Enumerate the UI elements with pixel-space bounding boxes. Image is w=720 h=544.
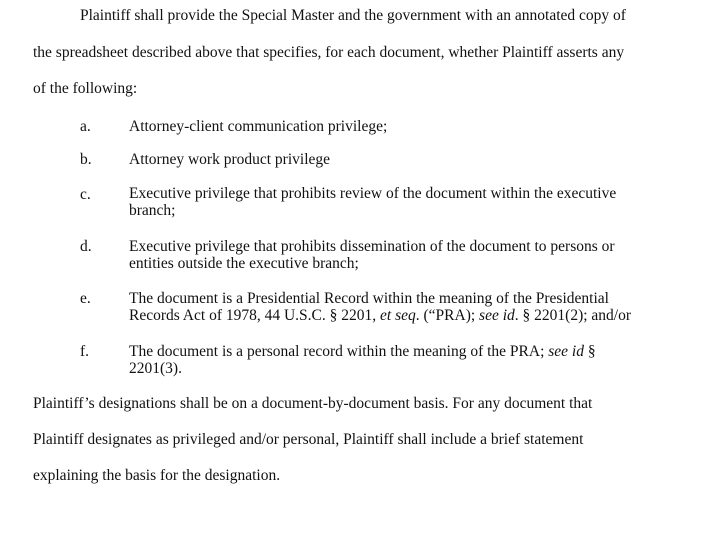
item-f-citation-see-id: see id	[548, 343, 584, 360]
item-c-line-1: Executive privilege that prohibits review of the document within the executive	[129, 185, 617, 202]
item-a-text: Attorney-client communication privilege;	[129, 118, 388, 135]
item-b-text: Attorney work product privilege	[129, 151, 331, 168]
item-e-line-2-part-a: Records Act of 1978, 44 U.S.C. § 2201,	[129, 307, 381, 324]
closing-line-1: Plaintiff’s designations shall be on a document-by-document basis. For any document that	[33, 395, 593, 412]
item-e-text	[129, 290, 669, 324]
item-a-letter: a.	[80, 118, 91, 135]
item-f-text	[129, 343, 669, 377]
item-e-letter: e.	[80, 290, 91, 307]
item-e-line-1: The document is a Presidential Record within the meaning of the Presidential	[129, 290, 609, 307]
item-d-line-1: Executive privilege that prohibits dissemination of the document to persons or	[129, 238, 615, 255]
item-e-line-2-part-c: . § 2201(2); and/or	[514, 307, 632, 324]
item-c-letter: c.	[80, 186, 91, 203]
item-e-citation-see-id: see id	[479, 307, 515, 324]
item-f-line-2: 2201(3).	[129, 360, 182, 377]
item-f-line-1	[129, 343, 669, 360]
closing-line-3: explaining the basis for the designation.	[33, 467, 281, 484]
item-f-line-1-part-a: The document is a personal record within the meaning of the PRA;	[129, 343, 549, 360]
item-d-text	[129, 238, 669, 272]
item-e-line-2	[129, 307, 669, 324]
intro-line-1: Plaintiff shall provide the Special Master and the government with an annotated copy of	[80, 7, 626, 24]
item-d-letter: d.	[80, 238, 92, 255]
item-e-line-2-part-b: . (“PRA);	[415, 307, 480, 324]
item-f-letter: f.	[80, 343, 90, 360]
closing-line-2: Plaintiff designates as privileged and/or personal, Plaintiff shall include a brief statement	[33, 431, 584, 448]
item-c-text	[129, 185, 669, 219]
item-d-line-2: entities outside the executive branch;	[129, 255, 359, 272]
intro-line-3: of the following:	[33, 80, 138, 97]
item-c-line-2: branch;	[129, 202, 176, 219]
item-e-citation-et-seq: et seq	[380, 307, 416, 324]
item-f-line-1-part-b: §	[584, 343, 596, 360]
item-b-letter: b.	[80, 151, 92, 168]
intro-line-2: the spreadsheet described above that specifies, for each document, whether Plaintiff asserts any	[33, 44, 625, 61]
